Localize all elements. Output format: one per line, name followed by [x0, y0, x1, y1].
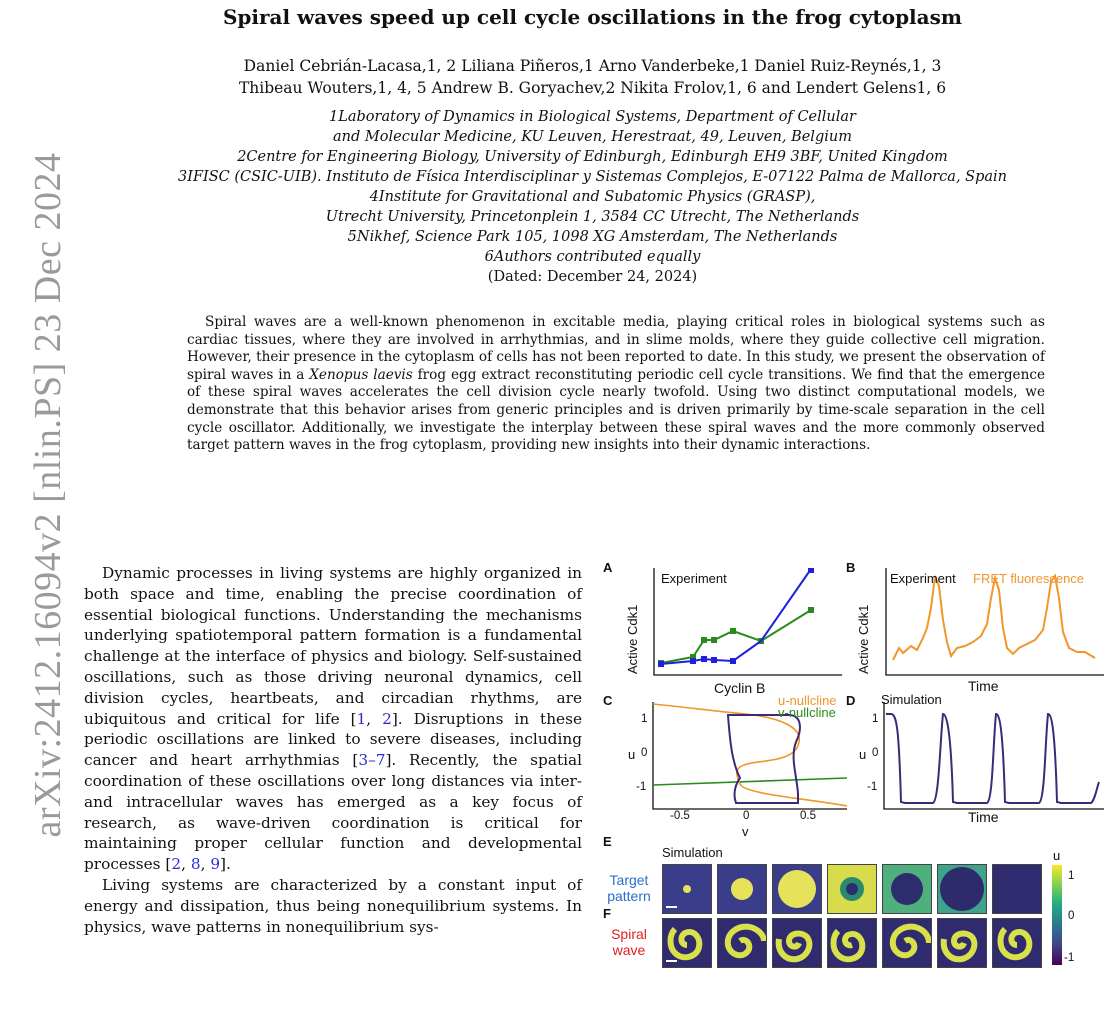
- authors-line-1: Daniel Cebrián-Lacasa,1, 2 Liliana Piñeros,1 Arno Vanderbeke,1 Daniel Ruiz-Reynés,1, 3: [243, 57, 942, 75]
- panel-c-xlabel: v: [742, 824, 749, 839]
- spiral-wave-frame: [937, 918, 987, 968]
- affiliation-line: 1Laboratory of Dynamics in Biological Systems, Department of Cellular: [329, 109, 856, 125]
- panel-c-ytick: 0: [641, 747, 648, 759]
- panel-c-ylabel: u: [628, 747, 636, 762]
- panel-b-xlabel: Time: [968, 678, 999, 694]
- panel-d-ytick: 1: [872, 713, 879, 725]
- panel-e-label: Simulation: [662, 845, 723, 860]
- panel-a-ylabel: Active Cdk1: [625, 604, 640, 674]
- text-run: Dynamic processes in living systems are highly organized in both space and time, enabling the precise coordination of essential biological functions. Understanding the mechanisms underlying spatiotemporal pattern formation is a fundamental challenge at the interface of physics and biology. Self-sustained oscillations, such as those driving neuronal dynamics, cell division cycles, heartbeats, and circadian rhythms, are ubiquitous and critical for life [: [84, 564, 582, 728]
- panel-d-label: Simulation: [881, 692, 942, 707]
- body-text: [84, 563, 582, 937]
- affiliation-line: 3IFISC (CSIC-UIB). Instituto de Física Interdisciplinar y Sistemas Complejos, E-07122 Palma de Mallorca, Spain: [177, 169, 1008, 185]
- panel-letter-f: F: [603, 906, 611, 921]
- spiral-wave-row-label: Spiral wave: [611, 926, 647, 958]
- panel-a-label: Experiment: [661, 571, 727, 586]
- colorbar-tick: 0: [1068, 910, 1075, 922]
- target-pattern-frame: [717, 864, 767, 914]
- spiral-wave-frame: [662, 918, 712, 968]
- panel-b-fret-label: FRET fluorescence: [973, 571, 1085, 586]
- citation-link[interactable]: 8: [190, 855, 201, 874]
- panel-d-ytick: -1: [867, 781, 878, 793]
- panel-letter-e: E: [603, 834, 612, 849]
- target-pattern-frame: [992, 864, 1042, 914]
- panel-c-legend-v: v-nullcline: [778, 705, 836, 720]
- panel-d-plot: [883, 702, 1105, 810]
- abstract: [187, 314, 1045, 455]
- target-pattern-frame: [882, 864, 932, 914]
- abstract-text: frog egg extract reconstituting periodic cell cycle transitions. We find that the emergence of these spiral waves accelerates the cell division cycle nearly twofold. Using two distinct computational models, we demonstrate that this behavior arises from generic principles and is driven primarily by time-scale separation in the cell cycle oscillator. Additionally, we investigate the interplay between these spiral waves and the more commonly observed target pattern waves in the frog cytoplasm, providing new insights into their dynamic interactions.: [187, 366, 1045, 454]
- colorbar-tick: -1: [1064, 952, 1075, 964]
- figure-1: [600, 560, 1105, 1011]
- text-run: ]. Recently, the spatial coordination of these oscillations over long distances via inter- and intracellular waves has emerged as a key focus of research, as wave-driven coordination is critical for maintaining proper cellular function and developmental processes [: [84, 751, 582, 874]
- citation-link[interactable]: 2: [382, 709, 392, 728]
- panel-letter-c: C: [603, 693, 613, 708]
- spiral-wave-frame: [717, 918, 767, 968]
- affiliation-line: 6Authors contributed equally: [484, 249, 701, 265]
- arxiv-sidebar-stamp: arXiv:2412.16094v2 [nlin.PS] 23 Dec 2024: [27, 152, 69, 838]
- spiral-wave-frame: [772, 918, 822, 968]
- spiral-wave-frame: [882, 918, 932, 968]
- paragraph: Dynamic processes in living systems are highly organized in both space and time, enabling the precise coordination of essential biological functions. Understanding the mechanisms underlying spatiotemporal pattern formation is a fundamental challenge at the interface of physics and biology. Self-sustained oscillations, such as those driving neuronal dynamics, cell division cycles, heartbeats, and circadian rhythms, are ubiquitous and critical for life [1, 2]. Disruptions in these periodic oscillations are linked to severe diseases, including cancer and heart arrhythmias [3–7]. Recently, the spatial coordination of these oscillations over long distances via inter- and intracellular waves has emerged as a key focus of research, as wave-driven coordination is critical for maintaining proper cellular function and developmental processes [2, 8, 9].: [84, 564, 583, 874]
- affiliation-line: Utrecht University, Princetonplein 1, 3584 CC Utrecht, The Netherlands: [325, 209, 860, 225]
- citation-link[interactable]: 3–7: [358, 751, 386, 770]
- panel-c-ytick: 1: [641, 713, 648, 725]
- paper-title: Spiral waves speed up cell cycle oscillations in the frog cytoplasm: [222, 5, 963, 29]
- panel-c-legend-u: u-nullcline: [778, 693, 837, 708]
- target-pattern-frame: [937, 864, 987, 914]
- colorbar-title: u: [1053, 848, 1061, 863]
- paragraph: Living systems are characterized by a constant input of energy and dissipation, thus being nonequilibrium systems. In physics, wave patterns in nonequilibrium sys-: [84, 875, 582, 936]
- panel-c-xtick: -0.5: [670, 810, 690, 822]
- date-line: (Dated: December 24, 2024): [487, 269, 698, 285]
- authors-line-2: Thibeau Wouters,1, 4, 5 Andrew B. Goryachev,2 Nikita Frolov,1, 6 and Lendert Gelens1, 6: [238, 79, 947, 97]
- colorbar-tick: 1: [1068, 870, 1075, 882]
- abstract-text: Spiral waves are a well-known phenomenon in excitable media, playing critical roles in biological systems such as cardiac tissues, where they are involved in arrhythmias, and in slime molds, where they guide collective cell migration. However, their presence in the cytoplasm of cells has not been reported to date. In this study, we present the observation of spiral waves in a: [187, 314, 1045, 383]
- spiral-wave-frame: [992, 918, 1042, 968]
- panel-letter-d: D: [846, 693, 856, 708]
- citation-link[interactable]: 2: [171, 855, 182, 874]
- panel-b-ylabel: Active Cdk1: [856, 604, 871, 674]
- panel-d-ylabel: u: [859, 747, 867, 762]
- spiral-wave-frame: [827, 918, 877, 968]
- target-pattern-frame: [662, 864, 712, 914]
- panel-d-xlabel: Time: [968, 809, 999, 825]
- panel-d-ytick: 0: [872, 747, 879, 759]
- affiliation-line: and Molecular Medicine, KU Leuven, Herestraat, 49, Leuven, Belgium: [333, 129, 852, 145]
- affiliation-line: 2Centre for Engineering Biology, University of Edinburgh, Edinburgh EH9 3BF, United Kingdom: [237, 149, 948, 165]
- target-pattern-frame: [772, 864, 822, 914]
- citation-link[interactable]: 1: [356, 709, 367, 728]
- panel-c-xtick: 0: [743, 810, 750, 822]
- target-pattern-frame: [827, 864, 877, 914]
- affiliation-line: 4Institute for Gravitational and Subatomic Physics (GRASP),: [369, 189, 816, 205]
- citation-link[interactable]: 9: [210, 855, 221, 874]
- panel-a-xlabel: Cyclin B: [714, 680, 766, 696]
- colorbar: [1052, 865, 1062, 965]
- panel-c-xtick: 0.5: [800, 810, 816, 822]
- species-name: Xenopus laevis: [309, 366, 413, 383]
- text-run: ].: [220, 855, 231, 874]
- text-run: ]. Disruptions in these periodic oscillations are linked to severe diseases, including cancer and heart arrhythmias [: [84, 709, 583, 770]
- panel-c-ytick: -1: [636, 781, 647, 793]
- panel-letter-b: B: [846, 560, 856, 575]
- affiliation-line: 5Nikhef, Science Park 105, 1098 XG Amsterdam, The Netherlands: [347, 229, 838, 245]
- panel-b-label: Experiment: [890, 571, 956, 586]
- panel-letter-a: A: [603, 560, 613, 575]
- target-pattern-row-label: Target pattern: [607, 872, 651, 904]
